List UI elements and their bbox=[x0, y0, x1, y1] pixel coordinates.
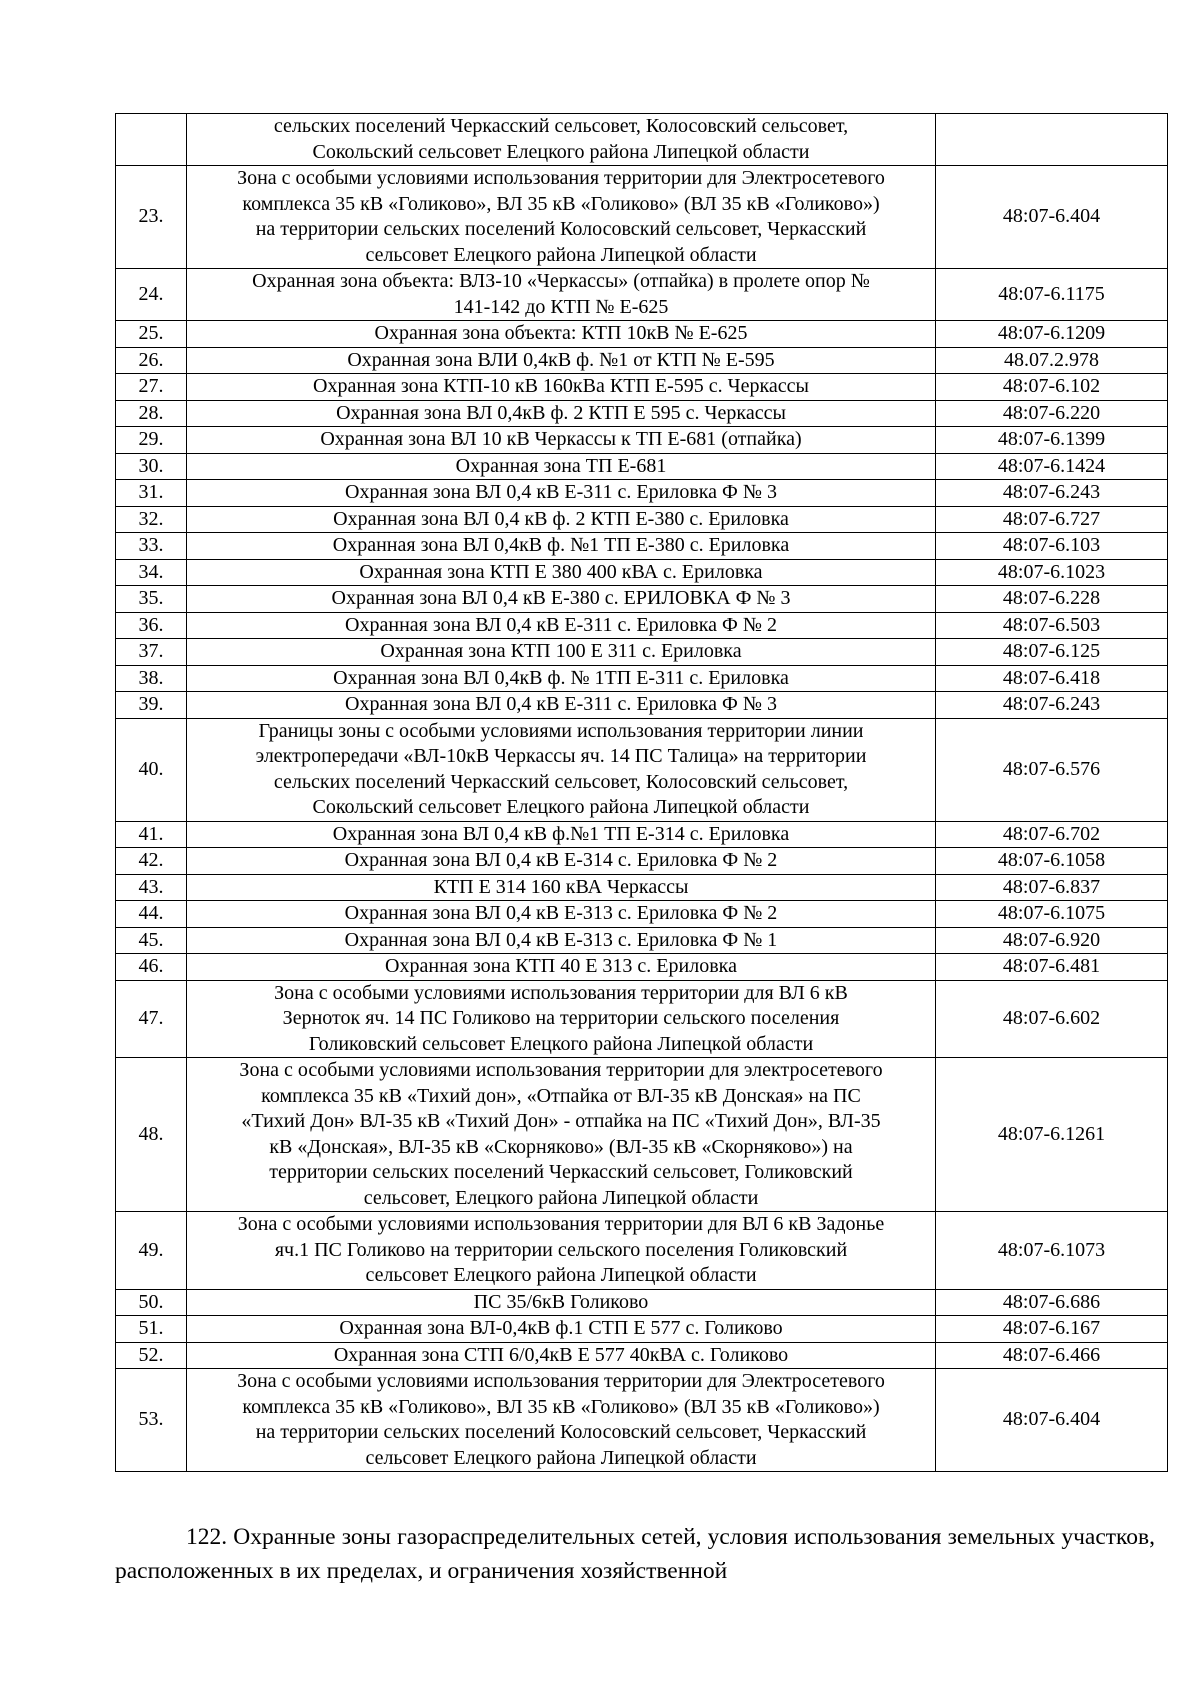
zone-name-line: Охранная зона ВЛ 0,4кВ ф. 2 КТП Е 595 с. Черкассы bbox=[336, 401, 786, 424]
zone-name bbox=[187, 718, 936, 821]
row-number: 47. bbox=[116, 980, 187, 1058]
table-row bbox=[116, 1342, 1168, 1369]
row-number: 25. bbox=[116, 321, 187, 348]
zone-name bbox=[187, 374, 936, 401]
registry-number: 48:07-6.576 bbox=[936, 718, 1168, 821]
table-row bbox=[116, 1316, 1168, 1343]
registry-number: 48:07-6.404 bbox=[936, 166, 1168, 269]
zone-name-line: Зона с особыми условиями использования территории для ВЛ 6 кВ bbox=[274, 981, 848, 1004]
row-number: 27. bbox=[116, 374, 187, 401]
table-row bbox=[116, 480, 1168, 507]
table-row bbox=[116, 1369, 1168, 1472]
zone-name bbox=[187, 1058, 936, 1212]
zone-name bbox=[187, 453, 936, 480]
zone-name-line: Охранная зона КТП-10 кВ 160кВа КТП Е-595 с. Черкассы bbox=[313, 375, 809, 397]
zone-name-line: на территории сельских поселений Колосовский сельсовет, Черкасский bbox=[255, 1421, 867, 1443]
zone-name-line: Охранная зона ВЛ 0,4 кВ Е-314 с. Ериловка Ф № 2 bbox=[344, 849, 778, 871]
zone-name-line: Границы зоны с особыми условиями использования территории линии bbox=[258, 719, 864, 742]
zone-name bbox=[187, 612, 936, 639]
table-row bbox=[116, 954, 1168, 981]
registry-number: 48:07-6.103 bbox=[936, 533, 1168, 560]
zone-name-line: на территории сельских поселений Колосовский сельсовет, Черкасский bbox=[255, 218, 867, 240]
registry-number: 48:07-6.228 bbox=[936, 586, 1168, 613]
registry-number: 48:07-6.1075 bbox=[936, 901, 1168, 928]
registry-number: 48:07-6.686 bbox=[936, 1289, 1168, 1316]
zone-name bbox=[187, 874, 936, 901]
zone-name bbox=[187, 321, 936, 348]
zones-table bbox=[115, 113, 1168, 1472]
row-number: 29. bbox=[116, 427, 187, 454]
zone-name bbox=[187, 639, 936, 666]
zone-name-line: Зона с особыми условиями использования территории для Электросетевого bbox=[237, 1370, 885, 1392]
zone-name-line: Охранная зона ВЛИ 0,4кВ ф. №1 от КТП № Е-595 bbox=[347, 348, 775, 371]
zone-name-line: Охранная зона ВЛ 0,4 кВ ф. 2 КТП Е-380 с. Ериловка bbox=[333, 507, 789, 530]
table-row bbox=[116, 586, 1168, 613]
table-row bbox=[116, 848, 1168, 875]
row-number: 31. bbox=[116, 480, 187, 507]
registry-number: 48:07-6.418 bbox=[936, 665, 1168, 692]
zone-name bbox=[187, 269, 936, 321]
table-row bbox=[116, 874, 1168, 901]
zone-name bbox=[187, 848, 936, 875]
registry-number: 48:07-6.1023 bbox=[936, 559, 1168, 586]
row-number: 45. bbox=[116, 927, 187, 954]
table-row bbox=[116, 269, 1168, 321]
zone-name bbox=[187, 586, 936, 613]
zone-name bbox=[187, 692, 936, 719]
table-row bbox=[116, 321, 1168, 348]
row-number: 41. bbox=[116, 821, 187, 848]
table-row bbox=[116, 533, 1168, 560]
zone-name-line: Зона с особыми условиями использования территории для электросетевого bbox=[239, 1059, 883, 1081]
registry-number: 48:07-6.1261 bbox=[936, 1058, 1168, 1212]
table-row bbox=[116, 821, 1168, 848]
zone-name-line: Охранная зона ВЛ 0,4кВ ф. № 1ТП Е-311 с. Ериловка bbox=[333, 666, 789, 689]
zone-name-line: яч.1 ПС Голиково на территории сельского поселения Голиковский bbox=[274, 1238, 848, 1261]
registry-number: 48:07-6.1058 bbox=[936, 848, 1168, 875]
zone-name-line: комплекса 35 кВ «Тихий дон», «Отпайка от ВЛ-35 кВ Донская» на ПС bbox=[261, 1084, 861, 1107]
zone-name bbox=[187, 427, 936, 454]
zone-name-line: сельсовет Елецкого района Липецкой области bbox=[365, 1264, 757, 1286]
table-row bbox=[116, 114, 1168, 166]
row-number: 50. bbox=[116, 1289, 187, 1316]
row-number: 36. bbox=[116, 612, 187, 639]
zone-name-line: Охранная зона ВЛ 0,4 кВ Е-380 с. ЕРИЛОВКА Ф № 3 bbox=[331, 587, 791, 609]
row-number: 37. bbox=[116, 639, 187, 666]
registry-number: 48:07-6.167 bbox=[936, 1316, 1168, 1343]
registry-number: 48:07-6.125 bbox=[936, 639, 1168, 666]
row-number: 44. bbox=[116, 901, 187, 928]
registry-number: 48.07.2.978 bbox=[936, 347, 1168, 374]
registry-number: 48:07-6.602 bbox=[936, 980, 1168, 1058]
registry-number: 48:07-6.481 bbox=[936, 954, 1168, 981]
registry-number: 48:07-6.466 bbox=[936, 1342, 1168, 1369]
row-number: 51. bbox=[116, 1316, 187, 1343]
table-row bbox=[116, 506, 1168, 533]
zone-name-line: Охранная зона КТП Е 380 400 кВА с. Ериловка bbox=[359, 560, 763, 583]
row-number: 34. bbox=[116, 559, 187, 586]
zone-name bbox=[187, 1316, 936, 1343]
zone-name bbox=[187, 347, 936, 374]
paragraph-122: 122. Охранные зоны газораспределительных сетей, условия использования земельных участков, расположенных в их пределах, и ограничения хозяйственной bbox=[115, 1524, 1155, 1584]
zone-name-line: Охранная зона КТП 100 Е 311 с. Ериловка bbox=[380, 640, 742, 662]
registry-number: 48:07-6.1073 bbox=[936, 1212, 1168, 1290]
zone-name-line: ПС 35/6кВ Голиково bbox=[473, 1290, 649, 1313]
table-row bbox=[116, 718, 1168, 821]
table-row bbox=[116, 901, 1168, 928]
row-number: 38. bbox=[116, 665, 187, 692]
zone-name-line: комплекса 35 кВ «Голиково», ВЛ 35 кВ «Голиково» (ВЛ 35 кВ «Голиково») bbox=[242, 192, 880, 215]
zone-name bbox=[187, 927, 936, 954]
zone-name bbox=[187, 114, 936, 166]
table-row bbox=[116, 927, 1168, 954]
zone-name bbox=[187, 506, 936, 533]
zone-name bbox=[187, 1289, 936, 1316]
registry-number bbox=[936, 114, 1168, 166]
registry-number: 48:07-6.102 bbox=[936, 374, 1168, 401]
registry-number: 48:07-6.702 bbox=[936, 821, 1168, 848]
zone-name-line: Охранная зона ВЛ 0,4 кВ Е-313 с. Ериловка Ф № 1 bbox=[344, 928, 778, 951]
zone-name-line: Охранная зона объекта: ВЛЗ-10 «Черкассы» (отпайка) в пролете опор № bbox=[252, 270, 870, 292]
zone-name bbox=[187, 821, 936, 848]
zone-name-line: Зона с особыми условиями использования территории для ВЛ 6 кВ Задонье bbox=[237, 1213, 885, 1235]
table-row bbox=[116, 980, 1168, 1058]
zone-name-line: Охранная зона ВЛ-0,4кВ ф.1 СТП Е 577 с. Голиково bbox=[339, 1317, 783, 1339]
zone-name bbox=[187, 954, 936, 981]
row-number: 30. bbox=[116, 453, 187, 480]
zone-name-line: «Тихий Дон» ВЛ-35 кВ «Тихий Дон» - отпайка на ПС «Тихий Дон», ВЛ-35 bbox=[241, 1110, 881, 1132]
table-row bbox=[116, 612, 1168, 639]
table-row bbox=[116, 427, 1168, 454]
zone-name bbox=[187, 400, 936, 427]
table-row bbox=[116, 692, 1168, 719]
row-number: 42. bbox=[116, 848, 187, 875]
zone-name-line: Охранная зона объекта: КТП 10кВ № Е-625 bbox=[374, 322, 748, 344]
row-number: 23. bbox=[116, 166, 187, 269]
registry-number: 48:07-6.920 bbox=[936, 927, 1168, 954]
zone-name bbox=[187, 1369, 936, 1472]
zone-name bbox=[187, 166, 936, 269]
registry-number: 48:07-6.404 bbox=[936, 1369, 1168, 1472]
zone-name-line: КТП Е 314 160 кВА Черкассы bbox=[433, 875, 689, 898]
zones-table-body bbox=[116, 114, 1168, 1472]
zone-name-line: Охранная зона ВЛ 0,4 кВ ф.№1 ТП Е-314 с. Ериловка bbox=[332, 822, 790, 845]
zone-name-line: Зона с особыми условиями использования территории для Электросетевого bbox=[237, 167, 885, 189]
zone-name-line: 141-142 до КТП № Е-625 bbox=[453, 295, 669, 318]
table-row bbox=[116, 1289, 1168, 1316]
zone-name bbox=[187, 980, 936, 1058]
zone-name bbox=[187, 1342, 936, 1369]
zone-name-line: кВ «Донская», ВЛ-35 кВ «Скорняково» (ВЛ-35 кВ «Скорняково») на bbox=[269, 1135, 853, 1158]
zone-name bbox=[187, 1212, 936, 1290]
row-number: 46. bbox=[116, 954, 187, 981]
row-number: 53. bbox=[116, 1369, 187, 1472]
zone-name bbox=[187, 901, 936, 928]
registry-number: 48:07-6.1175 bbox=[936, 269, 1168, 321]
zone-name-line: Голиковский сельсовет Елецкого района Липецкой области bbox=[308, 1032, 814, 1055]
registry-number: 48:07-6.220 bbox=[936, 400, 1168, 427]
zone-name bbox=[187, 480, 936, 507]
row-number: 49. bbox=[116, 1212, 187, 1290]
registry-number: 48:07-6.1209 bbox=[936, 321, 1168, 348]
table-row bbox=[116, 559, 1168, 586]
registry-number: 48:07-6.727 bbox=[936, 506, 1168, 533]
table-row bbox=[116, 639, 1168, 666]
zone-name-line: Охранная зона СТП 6/0,4кВ Е 577 40кВА с. Голиково bbox=[333, 1343, 789, 1366]
zone-name-line: Зерноток яч. 14 ПС Голиково на территории сельского поселения bbox=[282, 1007, 840, 1029]
zone-name-line: территории сельских поселений Черкасский сельсовет, Голиковский bbox=[269, 1161, 853, 1183]
zone-name-line: электропередачи «ВЛ-10кВ Черкассы яч. 14 ПС Талица» на территории bbox=[255, 745, 867, 767]
zone-name-line: сельских поселений Черкасский сельсовет, Колосовский сельсовет, bbox=[273, 770, 849, 793]
zone-name-line: Охранная зона ВЛ 0,4 кВ Е-311 с. Ериловка Ф № 3 bbox=[345, 693, 777, 715]
table-row bbox=[116, 665, 1168, 692]
row-number bbox=[116, 114, 187, 166]
row-number: 40. bbox=[116, 718, 187, 821]
zone-name-line: Охранная зона КТП 40 Е 313 с. Ериловка bbox=[385, 955, 737, 977]
row-number: 35. bbox=[116, 586, 187, 613]
zone-name-line: Охранная зона ВЛ 0,4 кВ Е-313 с. Ериловка Ф № 2 bbox=[344, 902, 778, 924]
registry-number: 48:07-6.1399 bbox=[936, 427, 1168, 454]
zone-name-line: сельсовет Елецкого района Липецкой области bbox=[365, 1446, 757, 1469]
row-number: 52. bbox=[116, 1342, 187, 1369]
zone-name-line: сельских поселений Черкасский сельсовет, Колосовский сельсовет, bbox=[273, 115, 849, 137]
registry-number: 48:07-6.243 bbox=[936, 480, 1168, 507]
zone-name-line: Охранная зона ВЛ 0,4 кВ Е-311 с. Ериловка Ф № 3 bbox=[345, 481, 777, 503]
table-row bbox=[116, 453, 1168, 480]
zone-name-line: Охранная зона ВЛ 0,4кВ ф. №1 ТП Е-380 с. Ериловка bbox=[332, 534, 790, 556]
row-number: 24. bbox=[116, 269, 187, 321]
table-row bbox=[116, 374, 1168, 401]
table-row bbox=[116, 347, 1168, 374]
table-row bbox=[116, 400, 1168, 427]
registry-number: 48:07-6.837 bbox=[936, 874, 1168, 901]
zone-name-line: комплекса 35 кВ «Голиково», ВЛ 35 кВ «Голиково» (ВЛ 35 кВ «Голиково») bbox=[242, 1395, 880, 1418]
row-number: 33. bbox=[116, 533, 187, 560]
table-row bbox=[116, 1212, 1168, 1290]
registry-number: 48:07-6.243 bbox=[936, 692, 1168, 719]
row-number: 39. bbox=[116, 692, 187, 719]
zone-name-line: Сокольский сельсовет Елецкого района Липецкой области bbox=[312, 796, 810, 818]
registry-number: 48:07-6.503 bbox=[936, 612, 1168, 639]
row-number: 32. bbox=[116, 506, 187, 533]
zone-name-line: Охранная зона ВЛ 0,4 кВ Е-311 с. Ериловка Ф № 2 bbox=[345, 613, 777, 636]
table-row bbox=[116, 166, 1168, 269]
registry-number: 48:07-6.1424 bbox=[936, 453, 1168, 480]
zone-name-line: Охранная зона ВЛ 10 кВ Черкассы к ТП Е-681 (отпайка) bbox=[320, 428, 802, 450]
zone-name-line: сельсовет Елецкого района Липецкой области bbox=[365, 243, 757, 266]
row-number: 48. bbox=[116, 1058, 187, 1212]
zone-name bbox=[187, 533, 936, 560]
row-number: 26. bbox=[116, 347, 187, 374]
zone-name-line: Сокольский сельсовет Елецкого района Липецкой области bbox=[312, 140, 810, 163]
row-number: 43. bbox=[116, 874, 187, 901]
table-row bbox=[116, 1058, 1168, 1212]
zone-name bbox=[187, 559, 936, 586]
zone-name-line: сельсовет, Елецкого района Липецкой области bbox=[363, 1186, 759, 1209]
zone-name-line: Охранная зона ТП Е-681 bbox=[455, 454, 667, 477]
zone-name bbox=[187, 665, 936, 692]
row-number: 28. bbox=[116, 400, 187, 427]
